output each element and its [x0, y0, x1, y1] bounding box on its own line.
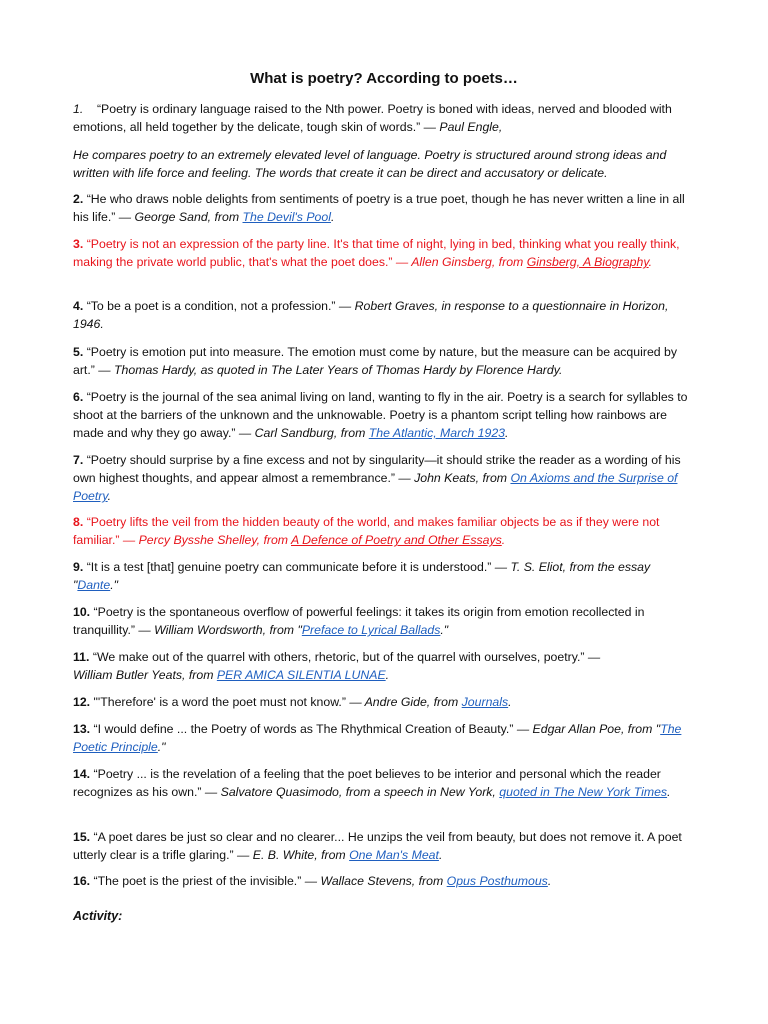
quote-end: .": [157, 740, 166, 754]
source-link[interactable]: quoted in The New York Times: [499, 785, 668, 799]
source-link[interactable]: The Poetic Principle: [73, 722, 682, 754]
quote-number: 5.: [73, 345, 84, 359]
quote-attribution: — Thomas Hardy, as quoted in The Later Years of Thomas Hardy by Florence Hardy.: [94, 363, 563, 377]
source-link[interactable]: On Axioms and the Surprise of Poetry: [73, 471, 678, 503]
quote-1: [73, 100, 697, 136]
quote-attribution: — Paul Engle,: [420, 120, 503, 134]
quote-number: 10.: [73, 605, 91, 619]
quote-number: 9.: [73, 560, 84, 574]
commentary-paragraph: He compares poetry to an extremely elevated level of language. Poetry is structured around strong ideas and written with life force and feeling. The words that create it can be direct and accusatory or delicate.: [73, 148, 667, 180]
quote-16: [73, 872, 697, 890]
quote-end: .: [648, 255, 653, 269]
quote-end: .: [547, 874, 552, 888]
page-title: What is poetry? According to poets…: [250, 70, 518, 87]
quote-text: “Poetry should surprise by a fine excess and not by singularity—it should strike the reader as a wording of his own highest thoughts, and appear almost a remembrance.”: [73, 453, 681, 485]
quote-end: .: [330, 210, 335, 224]
quote-5: [73, 343, 697, 379]
source-link[interactable]: One Man's Meat: [349, 848, 439, 862]
quote-number: 12.: [73, 695, 91, 709]
quote-number: 1.: [73, 102, 84, 116]
source-link[interactable]: Ginsberg, A Biography: [526, 255, 649, 269]
quote-2: [73, 190, 697, 226]
quote-text: “He who draws noble delights from sentiments of poetry is a true poet, though he has never written a line in all his life.”: [73, 192, 685, 224]
quote-number: 2.: [73, 192, 84, 206]
quote-number: 6.: [73, 390, 84, 404]
quote-end: .": [440, 623, 449, 637]
quote-text: “I would define ... the Poetry of words as The Rhythmical Creation of Beauty.”: [93, 722, 514, 736]
quote-number: 16.: [73, 874, 91, 888]
quote-text: “Poetry is emotion put into measure. The emotion must come by nature, but the measure can be acquired by art.”: [73, 345, 678, 377]
source-link[interactable]: A Defence of Poetry and Other Essays: [291, 533, 502, 547]
quote-7: [73, 451, 697, 505]
source-link[interactable]: The Atlantic, March 1923: [368, 426, 505, 440]
quote-8: [73, 513, 697, 549]
quote-text: “Poetry is not an expression of the party line. It's that time of night, lying in bed, thinking what you really think, making the private world public, that's what the poet does.”: [73, 237, 680, 269]
quote-attribution: — Andre Gide, from: [345, 695, 462, 709]
source-link[interactable]: Dante: [77, 578, 111, 592]
quote-text: “Poetry is the journal of the sea animal living on land, wanting to fly in the air. Poetry is a search for syllables to shoot at the barriers of the unknown and the unknowable. Poetry is a phantom script telling how rainbows are made and why they go away.”: [73, 390, 688, 440]
quote-number: 4.: [73, 299, 84, 313]
quote-4: [73, 297, 697, 333]
quote-attribution: — William Wordsworth, from ": [134, 623, 302, 637]
quote-end: .: [667, 785, 671, 799]
quote-number: 3.: [73, 237, 84, 251]
quote-number: 14.: [73, 767, 91, 781]
quote-14: [73, 765, 697, 801]
quote-text: “A poet dares be just so clear and no clearer... He unzips the veil from beauty, but does not remove it. A poet utterly clear is a trifle glaring.”: [73, 830, 682, 862]
quote-10: [73, 603, 697, 639]
quote-attribution: — John Keats, from: [394, 471, 511, 485]
quote-end: .: [107, 489, 112, 503]
quote-attribution: — T. S. Eliot, from the essay ": [73, 560, 651, 592]
quote-number: 15.: [73, 830, 91, 844]
quote-text: “The poet is the priest of the invisible.”: [93, 874, 302, 888]
source-link[interactable]: PER AMICA SILENTIA LUNAE: [216, 668, 386, 682]
quote-attribution: — Percy Bysshe Shelley, from: [119, 533, 291, 547]
source-link[interactable]: Journals: [461, 695, 509, 709]
quote-attribution: — Salvatore Quasimodo, from a speech in New York,: [201, 785, 500, 799]
quote-number: 11.: [73, 650, 90, 664]
quote-9: [73, 558, 697, 594]
quote-end: .: [385, 668, 390, 682]
quote-12: [73, 693, 697, 711]
quote-number: 13.: [73, 722, 91, 736]
quote-text: “Poetry lifts the veil from the hidden beauty of the world, and makes familiar objects be as if they were not familiar.”: [73, 515, 660, 547]
quote-attribution: — E. B. White, from: [233, 848, 350, 862]
quote-text: “It is a test [that] genuine poetry can communicate before it is understood.”: [86, 560, 492, 574]
quote-end: .": [110, 578, 118, 592]
quote-number: 8.: [73, 515, 84, 529]
quote-end: .: [501, 533, 506, 547]
quote-end: .: [438, 848, 443, 862]
quote-11: [73, 648, 613, 684]
quote-attribution: — William Butler Yeats, from: [73, 650, 601, 682]
quote-attribution: — Wallace Stevens, from: [301, 874, 447, 888]
quote-text: “Poetry is the spontaneous overflow of powerful feelings: it takes its origin from emotion recollected in tranquillity.”: [73, 605, 645, 637]
activity-heading: Activity:: [73, 909, 123, 923]
source-link[interactable]: The Devil's Pool: [242, 210, 331, 224]
quote-text: “Poetry ... is the revelation of a feeling that the poet believes to be interior and personal which the reader recognizes as his own.”: [73, 767, 661, 799]
quote-text: “To be a poet is a condition, not a profession.”: [86, 299, 336, 313]
quote-15: [73, 828, 697, 864]
quote-end: .: [508, 695, 512, 709]
quote-number: 7.: [73, 453, 84, 467]
quote-attribution: — Allen Ginsberg, from: [392, 255, 527, 269]
quote-attribution: — George Sand, from: [115, 210, 243, 224]
source-link[interactable]: Preface to Lyrical Ballads: [301, 623, 441, 637]
quote-text: "'Therefore' is a word the poet must not know.”: [93, 695, 346, 709]
quote-attribution: — Edgar Allan Poe, from ": [513, 722, 661, 736]
source-link[interactable]: Opus Posthumous: [446, 874, 548, 888]
quote-3: [73, 235, 697, 271]
quote-text: “Poetry is ordinary language raised to the Nth power. Poetry is boned with ideas, nerved and blooded with emotions, all held together by the delicate, tough skin of words.”: [73, 102, 672, 134]
quote-6: [73, 388, 697, 442]
quote-13: [73, 720, 697, 756]
quote-text: “We make out of the quarrel with others, rhetoric, but of the quarrel with ourselves, poetry.”: [92, 650, 585, 664]
quote-attribution: — Carl Sandburg, from: [235, 426, 369, 440]
quote-attribution: — Robert Graves, in response to a questionnaire in Horizon, 1946.: [73, 299, 669, 331]
quote-end: .: [505, 426, 509, 440]
